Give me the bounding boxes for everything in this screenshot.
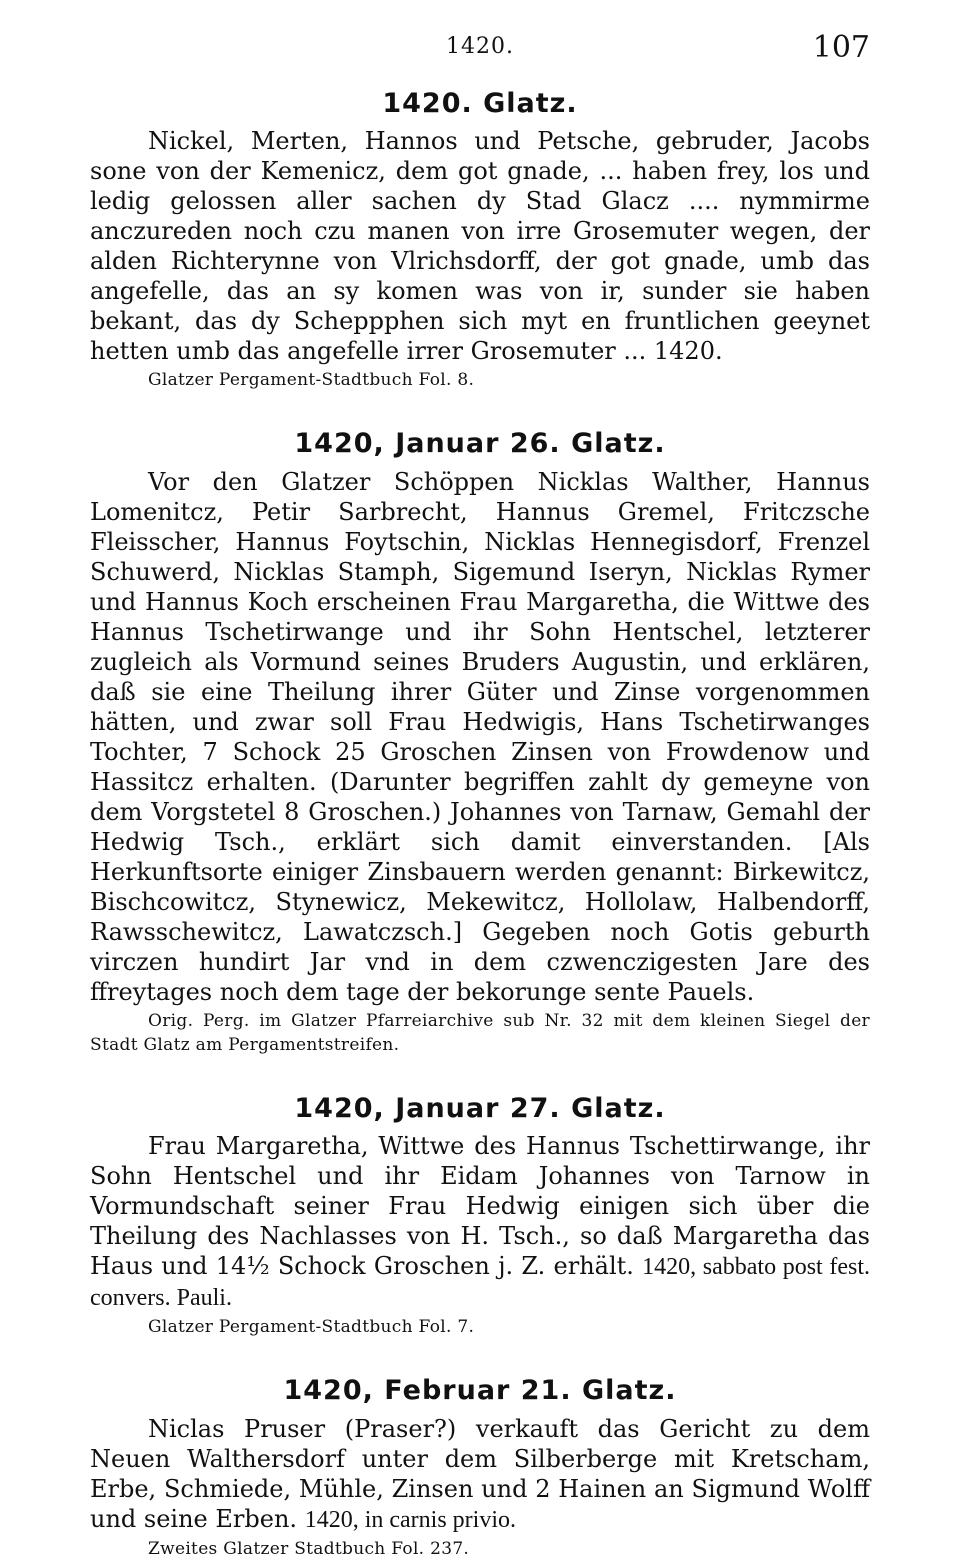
- entry-source: Zweites Glatzer Stadtbuch Fol. 237.: [148, 1538, 470, 1559]
- entry-body: [90, 1131, 870, 1313]
- entry-body: Nickel, Merten, Hannos und Petsche, gebruder, Jacobs sone von der Kemenicz, dem got gnade, ... haben frey, los und ledig gelossen aller sachen dy Stad Glacz .... nymmirme anczureden noch czu manen von irre Grosemuter wegen, der alden Richterynne von Vlrichsdorff, der got gnade, umb das angefelle, das an sy komen was von ir, sunder sie haben bekant, das dy Scheppphen sich myt en fruntlichen geeynet hetten umb das angefelle irrer Grosemuter ... 1420.: [90, 127, 870, 366]
- entry-source: Glatzer Pergament-Stadtbuch Fol. 7.: [148, 1317, 475, 1338]
- entry-1420-januar-27: [90, 1093, 870, 1339]
- entry-heading: 1420, Januar 27. Glatz.: [294, 1092, 666, 1124]
- entry-date-latin: 1420, in carnis privio.: [304, 1506, 516, 1533]
- document-page: [90, 30, 870, 1559]
- running-head-year: 1420.: [446, 34, 514, 59]
- entry-body: Vor den Glatzer Schöppen Nicklas Walther, Hannus Lomenitcz, Petir Sarbrecht, Hannus Gremel, Fritczsche Fleisscher, Hannus Foytschin, Nicklas Hennegisdorf, Frenzel Schuwerd, Nicklas Stamph, Sigemund Iseryn, Nicklas Rymer und Hannus Koch erscheinen Frau Margaretha, die Wittwe des Hannus Tschetirwange und ihr Sohn Hentschel, letzterer zugleich als Vormund seines Bruders Augustin, und erklären, daß sie eine Theilung ihrer Güter und Zinse vorgenommen hätten, und zwar soll Frau Hedwigis, Hans Tschetirwanges Tochter, 7 Schock 25 Groschen Zinsen von Frowdenow und Hassitcz erhalten. (Darunter begriffen zahlt dy gemeyne von dem Vorgstetel 8 Groschen.) Johannes von Tarnaw, Gemahl der Hedwig Tsch., erklärt sich damit einverstanden. [Als Herkunftsorte einiger Zinsbauern werden genannt: Birkewitcz, Bischcowitcz, Stynewicz, Mekewitcz, Hollolaw, Halbendorff, Rawsschewitcz, Lawatczsch.] Gegeben noch Gotis geburth virczen hundirt Jar vnd in dem czwenczigesten Jare des ffreytages noch dem tage der bekorunge sente Pauels.: [90, 467, 870, 1006]
- entry-body: [90, 1414, 870, 1535]
- entry-body-text: Niclas Pruser (Praser?) verkauft das Gericht zu dem Neuen Walthersdorf unter dem Silberberge mit Kretscham, Erbe, Schmiede, Mühle, Zinsen und 2 Hainen an Sigmund Wolff und seine Erben.: [90, 1414, 870, 1533]
- entry-heading: 1420, Februar 21. Glatz.: [283, 1375, 677, 1407]
- entry-1420-februar-21: [90, 1375, 870, 1560]
- running-head: [90, 30, 870, 78]
- entry-1420-januar-26: [90, 428, 870, 1056]
- entry-body-text: Frau Margaretha, Wittwe des Hannus Tschettirwange, ihr Sohn Hentschel und ihr Eidam Johannes von Tarnow in Vormundschaft seiner Frau Hedwig einigen sich über die Theilung des Nachlasses von H. Tsch., so daß Margaretha das Haus und 14½ Schock Groschen j. Z. erhält.: [90, 1132, 870, 1281]
- page-number: 107: [812, 30, 870, 65]
- entry-source: Orig. Perg. im Glatzer Pfarreiarchive sub Nr. 32 mit dem kleinen Siegel der Stadt Glatz am Pergamentstreifen.: [90, 1010, 870, 1055]
- entry-source: Glatzer Pergament-Stadtbuch Fol. 8.: [148, 370, 475, 391]
- entry-heading: 1420. Glatz.: [382, 88, 578, 119]
- entry-1420-glatz: [90, 88, 870, 392]
- entry-date-latin: 1420, sabbato post fest. convers. Pauli.: [90, 1254, 870, 1312]
- entry-heading: 1420, Januar 26. Glatz.: [294, 428, 666, 460]
